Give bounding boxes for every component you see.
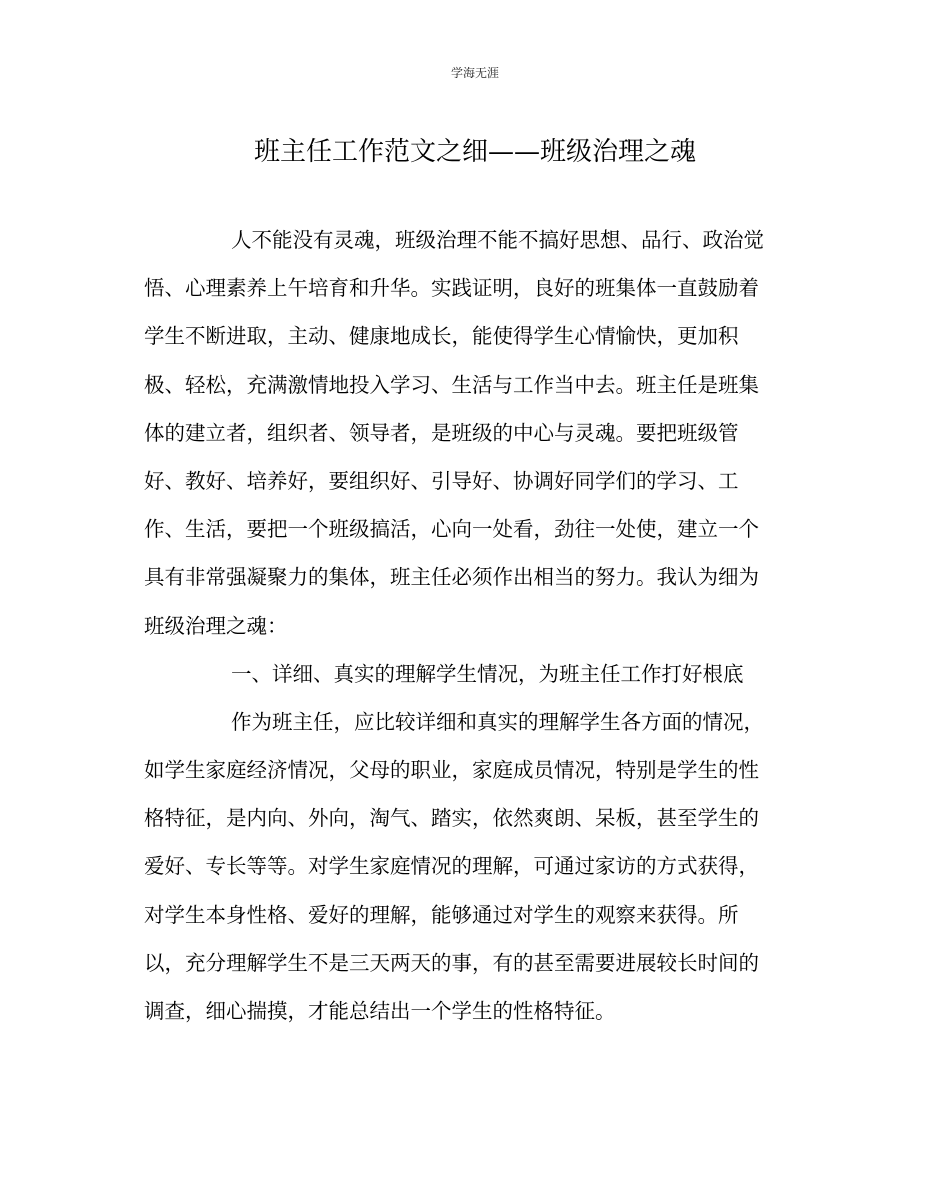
text-line: 调查，细心揣摸，才能总结出一个学生的性格特征。 (144, 999, 616, 1023)
text-line: 极、轻松，充满激情地投入学习、生活与工作当中去。班主任是班集 (144, 372, 759, 397)
text-line: 悟、心理素养上午培育和升华。实践证明，良好的班集体一直鼓励着 (144, 276, 759, 301)
text-line: 爱好、专长等等。对学生家庭情况的理解，可通过家访的方式获得， (144, 854, 759, 879)
text-line: 人不能没有灵魂，班级治理不能不搞好思想、品行、政治觉 (231, 228, 764, 252)
text-line: 对学生本身性格、爱好的理解，能够通过对学生的观察来获得。所 (144, 902, 739, 927)
text-line: 体的建立者，组织者、领导者，是班级的中心与灵魂。要把班级管 (144, 420, 739, 445)
document-title: 班主任工作范文之细——班级治理之魂 (253, 137, 696, 167)
page-header: 学海无涯 (450, 66, 499, 80)
paragraph-intro (144, 216, 804, 650)
section-heading-text: 一、详细、真实的理解学生情况，为班主任工作打好根底 (231, 661, 744, 686)
section-heading (144, 650, 804, 698)
text-line: 作为班主任，应比较详细和真实的理解学生各方面的情况， (231, 709, 764, 734)
text-line: 好、教好、培养好，要组织好、引导好、协调好同学们的学习、工 (144, 468, 739, 493)
text-line: 具有非常强凝聚力的集体，班主任必须作出相当的努力。我认为细为 (144, 565, 759, 590)
text-line: 学生不断进取，主动、健康地成长，能使得学生心情愉快，更加积 (144, 324, 739, 349)
paragraph-section-1 (144, 698, 804, 1035)
text-line: 班级治理之魂： (144, 613, 288, 638)
document-body (144, 216, 804, 1035)
text-line: 格特征，是内向、外向，淘气、踏实，依然爽朗、呆板，甚至学生的 (144, 806, 759, 831)
text-line: 以，充分理解学生不是三天两天的事，有的甚至需要进展较长时间的 (144, 950, 759, 975)
text-line: 作、生活，要把一个班级搞活，心向一处看，劲往一处使，建立一个 (144, 517, 759, 542)
text-line: 如学生家庭经济情况，父母的职业，家庭成员情况，特别是学生的性 (144, 758, 759, 783)
